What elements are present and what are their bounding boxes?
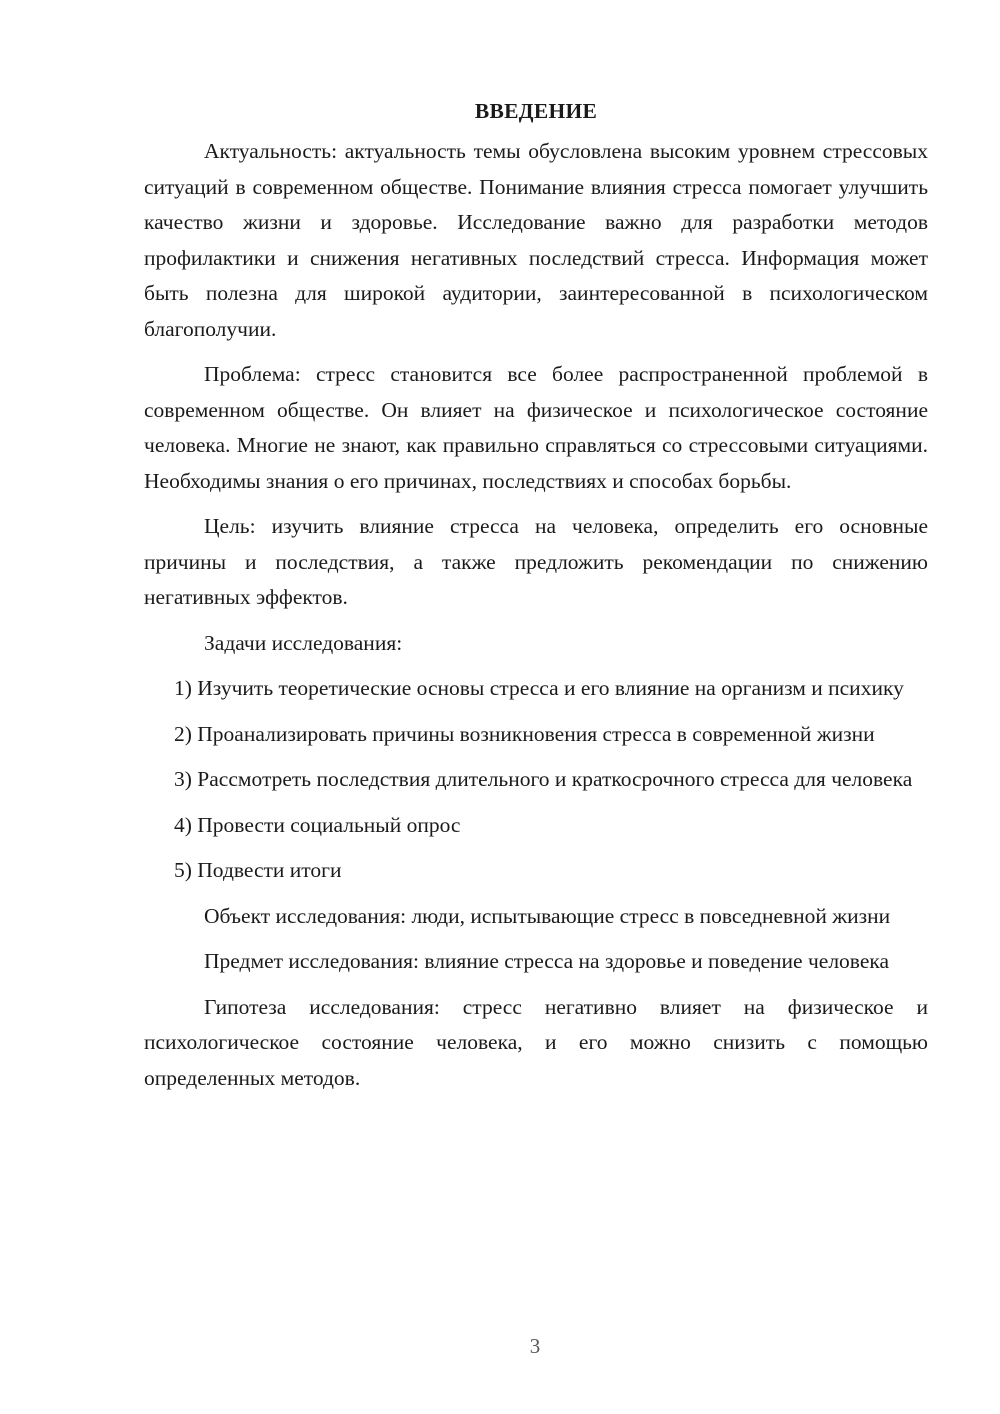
relevance-paragraph: Актуальность: актуальность темы обусловлена высоким уровнем стрессовых ситуаций в современном обществе. Понимание влияния стресса помогает улучшить качество жизни и здоровье. Исследование важно для разработки методов профилактики и снижения негативных последствий стресса. Информация может быть полезна для широкой аудитории, заинтересованной в психологическом благополучии. (144, 139, 928, 341)
problem-paragraph: Проблема: стресс становится все более распространенной проблемой в современном обществе. Он влияет на физическое и психологическое состояние человека. Многие не знают, как правильно справляться со стрессовыми ситуациями. Необходимы знания о его причинах, последствиях и способах борьбы. (144, 362, 928, 493)
document-page (144, 96, 928, 1106)
task-item: 2) Проанализировать причины возникновения стресса в современной жизни (174, 721, 875, 746)
hypothesis-paragraph: Гипотеза исследования: стресс негативно влияет на физическое и психологическое состояние человека, и его можно снизить с помощью определенных методов. (144, 994, 928, 1090)
object-paragraph: Объект исследования: люди, испытывающие стресс в повседневной жизни (204, 903, 891, 928)
task-item: 4) Провести социальный опрос (174, 812, 461, 837)
subject-paragraph: Предмет исследования: влияние стресса на здоровье и поведение человека (204, 949, 890, 973)
page-title: ВВЕДЕНИЕ (474, 99, 598, 123)
page-number: 3 (529, 1334, 541, 1358)
tasks-heading: Задачи исследования: (204, 630, 403, 655)
goal-paragraph: Цель: изучить влияние стресса на человека, определить его основные причины и последствия, а также предложить рекомендации по снижению негативных эффектов. (144, 514, 928, 609)
task-item: 1) Изучить теоретические основы стресса и его влияние на организм и психику (174, 676, 904, 700)
tasks-list (144, 671, 928, 889)
task-item: 5) Подвести итоги (174, 858, 342, 882)
task-item: 3) Рассмотреть последствия длительного и краткосрочного стресса для человека (174, 767, 913, 791)
